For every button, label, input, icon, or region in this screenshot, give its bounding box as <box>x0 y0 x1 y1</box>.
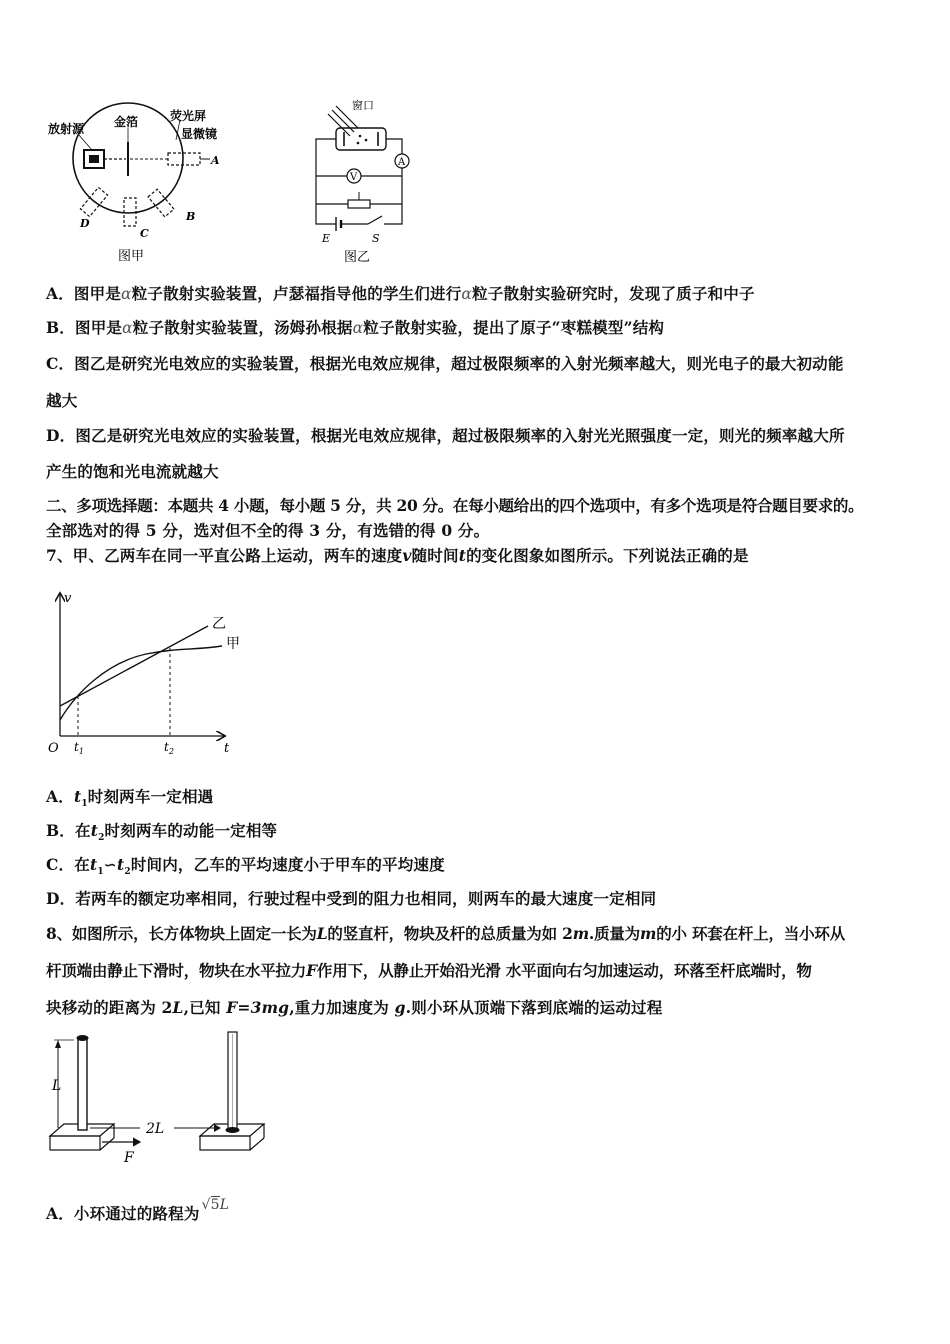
q7-option-a <box>46 787 910 814</box>
yi-ammeter-label: A <box>398 157 406 168</box>
q8-l1-text-2: 的竖直杆，物块及杆的总质量为如 2 <box>327 924 573 943</box>
q8-l1-m2: m <box>640 924 657 943</box>
q6-b-text-2: 粒子散射实验装置，汤姆孙根据 <box>132 318 353 337</box>
jia-source-label: 放射源 <box>48 122 85 136</box>
q8-option-a <box>46 1197 910 1225</box>
jia-label-b: B <box>186 210 196 223</box>
sqrt-icon: √ <box>201 1197 211 1213</box>
q6-option-c-line2: 越大 <box>46 391 78 410</box>
jia-label-d: D <box>80 217 90 230</box>
q7-a-text: 时刻两车一定相遇 <box>87 787 214 806</box>
jia-label-a: A <box>211 154 220 167</box>
yi-caption: 图乙 <box>344 250 371 265</box>
q8-l1-m1: m <box>572 924 589 943</box>
q7-option-c <box>46 855 910 882</box>
q7-stem <box>46 546 910 566</box>
sqrt-expression <box>202 1195 230 1215</box>
rod-2L-label: 2L <box>146 1121 165 1137</box>
sqrt-radicand: 5 <box>210 1197 220 1213</box>
q7-b-sub: 2 <box>98 833 105 844</box>
q7-t-symbol: t <box>458 546 467 565</box>
q8-l1-text-3: .质量为 <box>588 924 640 943</box>
alpha-symbol: α <box>461 285 473 303</box>
q6-a-text-2: 粒子散射实验装置，卢瑟福指导他的学生们进行 <box>131 284 462 303</box>
q6-a-text-1: A．图甲是 <box>46 284 122 303</box>
q6-a-text-3: 粒子散射实验研究时，发现了质子和中子 <box>472 284 755 303</box>
q7-b-t: t <box>90 821 99 840</box>
q7-a-sub: 1 <box>81 799 88 810</box>
q7-b-prefix: B．在 <box>46 821 91 840</box>
q8-l2-text-1: 杆顶端由静止下滑时，物块在水平拉力 <box>46 961 307 980</box>
q7-option-d: D．若两车的额定功率相同，行驶过程中受到的阻力也相同，则两车的最大速度一定相同 <box>46 889 657 908</box>
rod-F-label: F <box>124 1150 134 1166</box>
q8-l2-F: F <box>306 961 317 980</box>
vt-x-label: t <box>224 741 230 756</box>
q7-c-sub2: 2 <box>124 867 131 878</box>
q7-c-t1: t <box>89 855 98 874</box>
q7-c-sep: ∽ <box>103 855 117 874</box>
q7-stem-text-3: 的变化图象如图所示。下列说法正确的是 <box>466 546 749 565</box>
vt-line-yi <box>60 626 208 706</box>
q6-option-b <box>46 318 910 338</box>
q7-option-b <box>46 821 910 848</box>
q8-l3-F-eq: F=3mg <box>226 998 290 1017</box>
q7-c-t2: t <box>116 855 125 874</box>
q8-l1-text-1: 8、如图所示，长方体物块上固定一长为 <box>46 924 317 943</box>
jia-foil-label: 金箔 <box>114 115 139 129</box>
q7-stem-text-1: 7、甲、乙两车在同一平直公路上运动，两车的速度 <box>46 546 403 565</box>
q8-l3-text-1: 块移动的距离为 2 <box>46 998 173 1017</box>
q8-l1-text-4: 的小 环套在杆上，当小环从 <box>656 924 846 943</box>
alpha-symbol: α <box>122 319 133 337</box>
q6-b-text-3: 粒子散射实验，提出了原子“枣糕模型”结构 <box>363 318 665 337</box>
q8-rod-block-figure <box>44 1028 274 1168</box>
q7-b-text: 时刻两车的动能一定相等 <box>104 821 278 840</box>
q7-a-t: t <box>73 787 82 806</box>
yi-s-label: S <box>372 232 380 245</box>
q7-c-prefix: C．在 <box>46 855 90 874</box>
q8-l2-text-2: 作用下，从静止开始沿光滑 水平面向右匀加速运动，环落至杆底端时，物 <box>316 961 812 980</box>
vt-curve-jia <box>60 646 222 720</box>
q8-stem-line1 <box>46 924 910 944</box>
yi-e-label: E <box>322 232 331 245</box>
alpha-symbol: α <box>352 319 364 337</box>
vt-origin-label: O <box>48 741 59 756</box>
q7-c-sub1: 1 <box>97 867 104 878</box>
q7-v-symbol: v <box>402 546 412 565</box>
jia-caption: 图甲 <box>118 249 145 264</box>
vt-y-label: v <box>64 591 72 606</box>
jia-label-c: C <box>140 227 149 240</box>
q6-option-a <box>46 284 910 304</box>
q7-c-text: 时间内，乙车的平均速度小于甲车的平均速度 <box>130 855 445 874</box>
section2-heading-line1: 二、多项选择题：本题共 4 小题，每小题 5 分，共 20 分。在每小题给出的四个选项中，有多个选项是符合题目要求的。 <box>46 496 864 515</box>
figure-jia-alpha-scattering <box>40 100 270 265</box>
q6-option-d-line2: 产生的饱和光电流就越大 <box>46 462 219 481</box>
q8-l3-text-3: ,重力加速度为 <box>289 998 395 1017</box>
q7-vt-graph <box>46 588 256 758</box>
jia-microscope-label: 显微镜 <box>181 127 218 141</box>
vt-t1-label: $t_1$ <box>74 740 84 756</box>
yi-voltmeter-label: V <box>350 172 358 183</box>
q8-l3-g: g <box>394 998 406 1017</box>
q8-stem-line2 <box>46 961 910 981</box>
yi-window-label: 窗口 <box>352 99 374 112</box>
q8-l3-text-2: ,已知 <box>183 998 227 1017</box>
sqrt-L: L <box>219 1197 230 1213</box>
q8-a-text: A．小环通过的路程为 <box>46 1204 200 1223</box>
q6-b-text-1: B．图甲是 <box>46 318 123 337</box>
q8-l1-L: L <box>316 924 328 943</box>
alpha-symbol: α <box>121 285 132 303</box>
jia-screen-label: 荧光屏 <box>170 109 207 123</box>
q7-a-prefix: A． <box>46 787 74 806</box>
figure-yi-photoelectric <box>300 96 430 266</box>
q8-l3-text-4: .则小环从顶端下落到底端的运动过程 <box>405 998 663 1017</box>
section2-heading-line2: 全部选对的得 5 分，选对但不全的得 3 分，有选错的得 0 分。 <box>46 521 490 540</box>
q6-option-c-line1: C．图乙是研究光电效应的实验装置，根据光电效应规律，超过极限频率的入射光频率越大，则光电子的最大初动能 <box>46 354 844 373</box>
q8-stem-line3 <box>46 998 910 1018</box>
rod-L-label: L <box>52 1078 62 1094</box>
q8-l3-L: L <box>172 998 184 1017</box>
vt-curve-yi-label: 乙 <box>212 616 226 632</box>
q6-option-d-line1: D．图乙是研究光电效应的实验装置，根据光电效应规律，超过极限频率的入射光光照强度一定，则光的频率越大所 <box>46 426 845 445</box>
vt-t2-label: $t_2$ <box>164 740 174 756</box>
vt-curve-jia-label: 甲 <box>226 636 240 652</box>
q7-stem-text-2: 随时间 <box>411 546 459 565</box>
